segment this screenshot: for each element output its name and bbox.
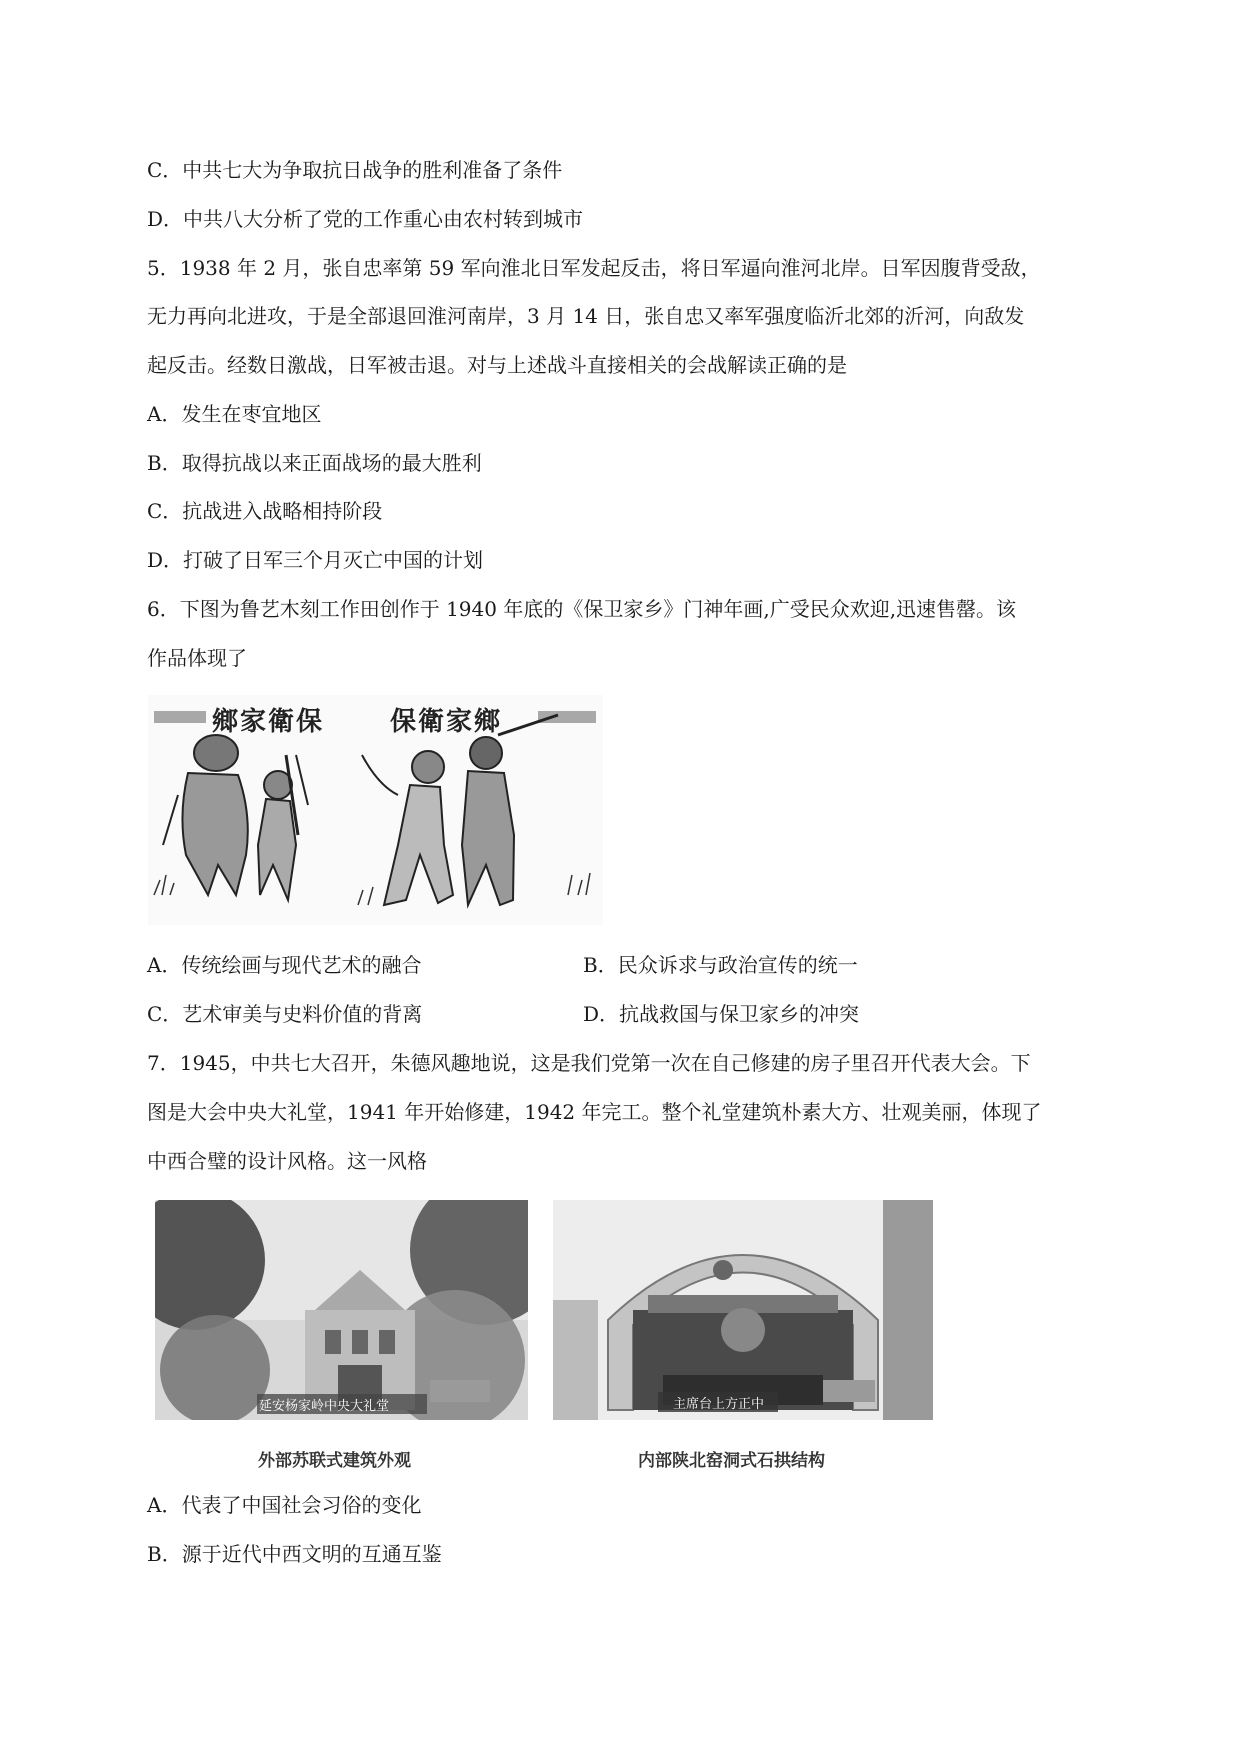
- q6-stem-line2: 作品体现了: [147, 646, 247, 670]
- exterior-photo-drawing: [155, 1200, 528, 1420]
- q7-option-b: B．源于近代中西文明的互通互鉴: [147, 1542, 442, 1566]
- q5-stem-line2: 无力再向北进攻，于是全部退回淮河南岸，3 月 14 日，张自忠又率军强度临沂北郊的沂河，向敌发: [147, 304, 1025, 328]
- auditorium-exterior-photo: [155, 1200, 528, 1420]
- woodcut-poster-image: [148, 695, 603, 925]
- q6-stem-line1: 6．下图为鲁艺木刻工作田创作于 1940 年底的《保卫家乡》门神年画,广受民众欢迎,迅速售罄。该: [147, 597, 1017, 621]
- caption-exterior: 外部苏联式建筑外观: [258, 1451, 411, 1471]
- q7-stem-line3: 中西合璧的设计风格。这一风格: [147, 1149, 427, 1173]
- q6-option-c: C．艺术审美与史料价值的背离: [147, 1002, 423, 1026]
- interior-photo-drawing: [553, 1200, 933, 1420]
- caption-interior: 内部陕北窑洞式石拱结构: [638, 1451, 825, 1471]
- q5-option-a: A．发生在枣宜地区: [147, 402, 322, 426]
- auditorium-interior-photo: [553, 1200, 933, 1420]
- poster-right-title: 保衛家鄉: [390, 707, 503, 737]
- q5-stem-line3: 起反击。经数日激战，日军被击退。对与上述战斗直接相关的会战解读正确的是: [147, 353, 847, 377]
- q4-option-c: C．中共七大为争取抗日战争的胜利准备了条件: [147, 158, 563, 182]
- q4-option-d: D．中共八大分析了党的工作重心由农村转到城市: [147, 207, 584, 231]
- q6-option-b: B．民众诉求与政治宣传的统一: [583, 953, 858, 977]
- q5-stem-line1: 5．1938 年 2 月，张自忠率第 59 军向淮北日军发起反击，将日军逼向淮河北岸。日军因腹背受敌，: [147, 256, 1041, 280]
- q7-stem-line1: 7．1945，中共七大召开，朱德风趣地说，这是我们党第一次在自己修建的房子里召开代表大会。下: [147, 1051, 1031, 1075]
- exterior-photo-overlay-text: 延安杨家岭中央大礼堂: [259, 1399, 390, 1414]
- q7-stem-line2: 图是大会中央大礼堂，1941 年开始修建，1942 年完工。整个礼堂建筑朴素大方、壮观美丽，体现了: [147, 1100, 1042, 1124]
- q6-option-a: A．传统绘画与现代艺术的融合: [147, 953, 422, 977]
- q5-option-b: B．取得抗战以来正面战场的最大胜利: [147, 451, 482, 475]
- q7-option-a: A．代表了中国社会习俗的变化: [147, 1493, 422, 1517]
- interior-photo-overlay-text: 主席台上方正中: [673, 1397, 765, 1412]
- q5-option-d: D．打破了日军三个月灭亡中国的计划: [147, 548, 484, 572]
- q6-option-d: D．抗战救国与保卫家乡的冲突: [583, 1002, 860, 1026]
- poster-left-title: 鄉家衛保: [212, 707, 325, 737]
- q5-option-c: C．抗战进入战略相持阶段: [147, 499, 383, 523]
